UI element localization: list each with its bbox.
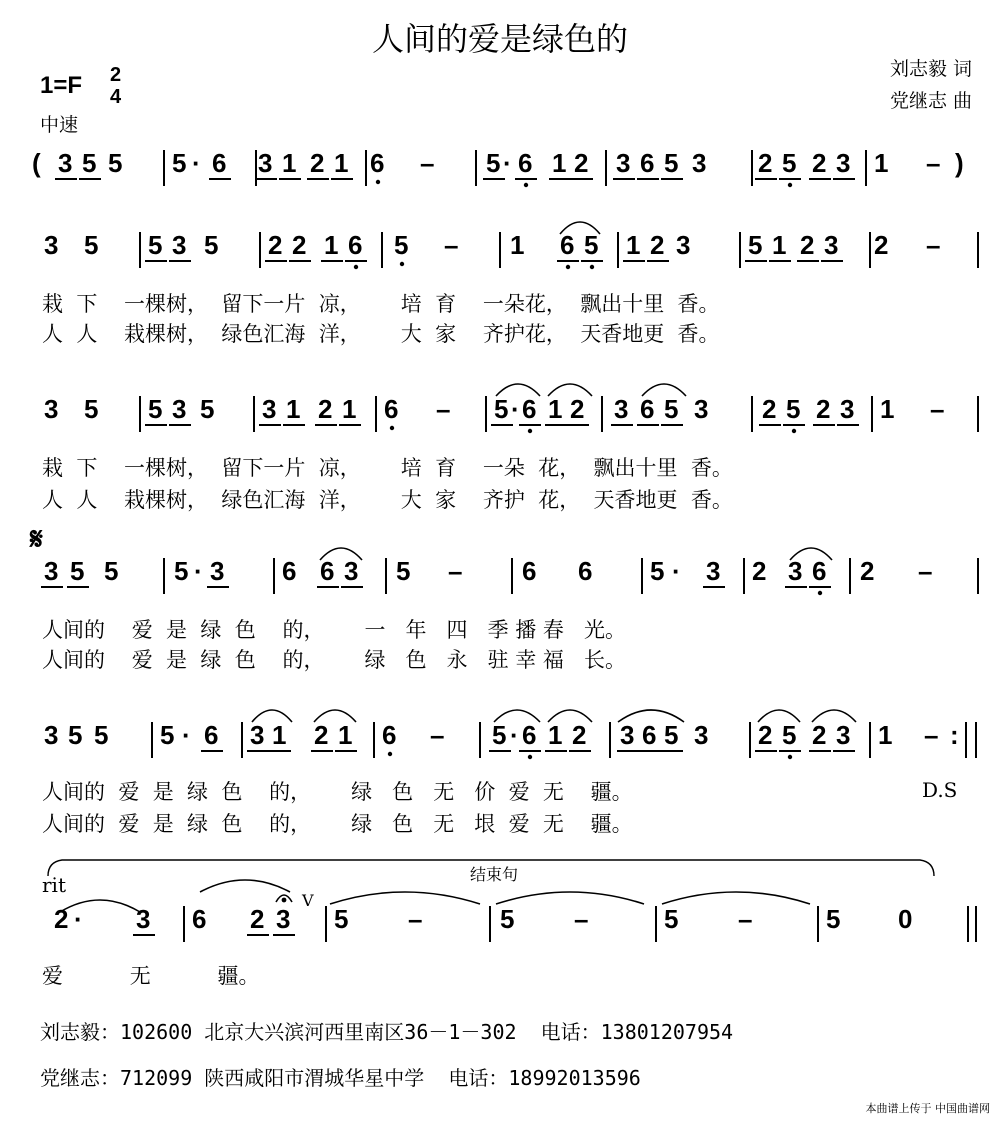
note: 2 [762,394,777,424]
note: 1 [286,394,301,424]
note: 2 [574,148,589,178]
low-dot [388,752,392,756]
note: 2 [292,230,307,260]
footer-watermark: 本曲谱上传于 中国曲谱网 [865,1102,990,1115]
note: – [926,148,941,178]
lyric-row-4-verse-2: 人间的 爱 是 绿 色 的， 绿 色 无 垠 爱 无 疆。 [42,812,633,836]
note: 3 [614,394,629,424]
note: 3 [616,148,631,178]
note: 1 [338,720,353,750]
note: 3 [694,720,709,750]
low-dot [792,429,796,433]
note: 5 [492,720,507,750]
note: 3 [824,230,839,260]
note: 1 [878,720,893,750]
key-signature: 1=F [40,72,83,99]
note: 1 [272,720,287,750]
note: 5 [664,148,679,178]
note: 5 [82,148,97,178]
note: 5 [394,230,409,260]
note: 3 [44,720,59,750]
note: – [930,394,945,424]
note: – [574,904,589,934]
note: 5 [148,394,163,424]
note: – [444,230,459,260]
note: 3 [692,148,707,178]
note: 5 [494,394,509,424]
note: 1 [626,230,641,260]
paren: ( [32,148,41,178]
note: 5 [782,720,797,750]
ending-label: 结束句 [470,865,519,884]
paren: : [950,720,959,750]
note: 6 [522,394,537,424]
note: – [918,556,933,586]
note: 1 [552,148,567,178]
low-dot [400,262,404,266]
lyric-row-1-verse-1: 栽 下 一棵树， 留下一片 凉， 培 育 一朵花， 飘出十里 香。 [42,292,720,316]
time-signature-bottom: 4 [110,86,122,108]
note: 3 [676,230,691,260]
note: 1 [510,230,525,260]
dot: · [74,904,83,934]
composer-credit: 党继志 曲 [889,90,972,112]
fermata-dot [282,898,287,903]
note: 5 [782,148,797,178]
slur [662,892,810,904]
note: 3 [210,556,225,586]
note: 5 [70,556,85,586]
note: 1 [874,148,889,178]
note: – [924,720,939,750]
note: 6 [282,556,297,586]
note: 5 [584,230,599,260]
note: 1 [772,230,787,260]
slur [60,900,140,912]
note: 3 [344,556,359,586]
note: 6 [642,720,657,750]
note: 6 [320,556,335,586]
note: 2 [268,230,283,260]
note: 2 [860,556,875,586]
note: – [436,394,451,424]
note: 2 [812,720,827,750]
low-dot [590,265,594,269]
note: 6 [522,720,537,750]
low-dot [528,755,532,759]
low-dot [528,429,532,433]
note: 2 [812,148,827,178]
dot: · [672,556,681,586]
note: 5 [650,556,665,586]
note: 3 [136,904,151,934]
dot: · [503,148,512,178]
dot: · [182,720,191,750]
note: 6 [812,556,827,586]
note: 6 [384,394,399,424]
lyricist-credit: 刘志毅 词 [889,58,972,80]
note: 3 [694,394,709,424]
note: 5 [204,230,219,260]
slur [496,892,644,904]
low-dot [376,180,380,184]
note: 3 [44,230,59,260]
note: 3 [172,394,187,424]
tempo-marking: 中速 [40,114,79,136]
note: 6 [192,904,207,934]
note: – [430,720,445,750]
note: 1 [548,394,563,424]
note: 6 [640,148,655,178]
note: 3 [840,394,855,424]
note: 1 [548,720,563,750]
note: 3 [706,556,721,586]
lyric-row-1-verse-2: 人 人 栽棵树， 绿色汇海 洋， 大 家 齐护花， 天香地更 香。 [42,322,720,346]
note: 6 [640,394,655,424]
note: 6 [212,148,227,178]
note: 3 [58,148,73,178]
note: 3 [836,720,851,750]
note: 2 [54,904,69,934]
note: 5 [664,720,679,750]
note: 6 [518,148,533,178]
note: 3 [620,720,635,750]
note: 6 [578,556,593,586]
dot: · [194,556,203,586]
paren: ) [955,148,964,178]
note: 5 [148,230,163,260]
note: 2 [758,148,773,178]
note: 3 [262,394,277,424]
note: – [738,904,753,934]
breath-mark: V [302,891,314,910]
note: – [926,230,941,260]
note: 5 [94,720,109,750]
note: 3 [836,148,851,178]
note: 3 [788,556,803,586]
rit-marking: rit [42,873,66,897]
note: 2 [318,394,333,424]
low-dot [788,183,792,187]
dot: · [510,720,519,750]
note: 6 [204,720,219,750]
note: 0 [898,904,913,934]
note: 3 [172,230,187,260]
note: 5 [826,904,841,934]
note: 3 [44,394,59,424]
note: 2 [314,720,329,750]
time-signature-top: 2 [110,64,122,86]
low-dot [390,426,394,430]
low-dot [354,265,358,269]
dot: · [192,148,201,178]
note: 5 [396,556,411,586]
note: 6 [522,556,537,586]
lyric-row-3-verse-1: 人间的 爱 是 绿 色 的， 一 年 四 季 播 春 光。 [42,618,626,642]
note: 2 [758,720,773,750]
note: 2 [816,394,831,424]
low-dot [566,265,570,269]
note: 6 [348,230,363,260]
note: 3 [258,148,273,178]
note: 1 [324,230,339,260]
note: 2 [310,148,325,178]
note: 5 [486,148,501,178]
note: 1 [880,394,895,424]
note: 6 [560,230,575,260]
note: 2 [570,394,585,424]
note: – [408,904,423,934]
low-dot [818,591,822,595]
note: 3 [276,904,291,934]
note: 5 [334,904,349,934]
note: 2 [572,720,587,750]
note: – [448,556,463,586]
ds-mark: D.S [922,778,958,802]
lyric-row-2-verse-1: 栽 下 一棵树， 留下一片 凉， 培 育 一朵 花， 飘出十里 香。 [42,456,733,480]
note: 5 [84,230,99,260]
note: 2 [874,230,889,260]
note: 1 [334,148,349,178]
note: 2 [650,230,665,260]
note: 5 [160,720,175,750]
note: 2 [800,230,815,260]
note: 5 [68,720,83,750]
slur [200,880,290,892]
note: 6 [370,148,385,178]
note: 5 [664,904,679,934]
note: 5 [500,904,515,934]
note: 5 [748,230,763,260]
song-title: 人间的爱是绿色的 [371,20,628,58]
lyric-row-4-verse-1: 人间的 爱 是 绿 色 的， 绿 色 无 价 爱 无 疆。 [42,780,633,804]
note: 5 [200,394,215,424]
note: 2 [752,556,767,586]
note: 5 [108,148,123,178]
note: 3 [250,720,265,750]
dot: · [511,394,520,424]
note: 5 [104,556,119,586]
note: 2 [250,904,265,934]
note: 5 [664,394,679,424]
composer-contact: 党继志：712099 陕西咸阳市渭城华星中学 电话：18992013596 [40,1066,641,1090]
note: 5 [84,394,99,424]
note: 3 [44,556,59,586]
note: 1 [282,148,297,178]
slur [330,892,480,904]
note: 5 [172,148,187,178]
low-dot [524,183,528,187]
lyric-row-2-verse-2: 人 人 栽棵树， 绿色汇海 洋， 大 家 齐护 花， 天香地更 香。 [42,488,733,512]
note: 5 [786,394,801,424]
lyric-row-5: 爱 无 疆。 [42,964,260,988]
note: – [420,148,435,178]
low-dot [788,755,792,759]
note: 1 [342,394,357,424]
lyric-row-3-verse-2: 人间的 爱 是 绿 色 的， 绿 色 永 驻 幸 福 长。 [42,648,626,672]
lyricist-contact: 刘志毅：102600 北京大兴滨河西里南区36－1－302 电话：13801207954 [40,1020,734,1044]
note: 5 [174,556,189,586]
note: 6 [382,720,397,750]
segno-sign: 𝄋 [30,522,43,557]
